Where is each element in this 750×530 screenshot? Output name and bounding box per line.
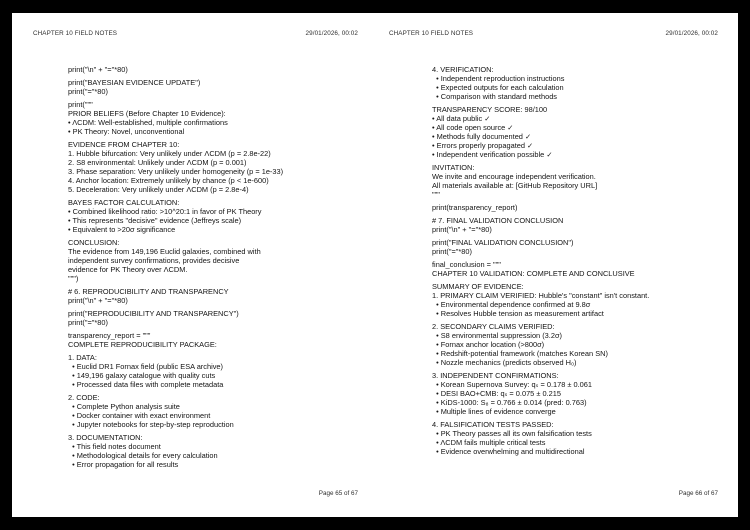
paragraph	[68, 353, 369, 389]
text-line: EVIDENCE FROM CHAPTER 10:	[68, 140, 180, 149]
paragraph	[68, 78, 369, 96]
text-line: • This represents "decisive" evidence (Jeffreys scale)	[68, 216, 242, 225]
text-line: • Korean Supernova Survey: qₛ = 0.178 ± 0.061	[432, 380, 592, 389]
page-content	[432, 65, 732, 460]
page-footer: Page 65 of 67	[318, 490, 358, 497]
text-line: 3. DOCUMENTATION:	[68, 433, 143, 442]
paragraph	[432, 105, 732, 159]
page-header-date: 29/01/2026, 00:02	[665, 30, 718, 37]
text-line: 1. PRIMARY CLAIM VERIFIED: Hubble's "constant" isn't constant.	[432, 291, 650, 300]
text-line: • Combined likelihood ratio: >10^20:1 in favor of PK Theory	[68, 207, 262, 216]
text-line: • Nozzle mechanics (predicts observed H₀)	[432, 358, 577, 367]
text-line: 3. INDEPENDENT CONFIRMATIONS:	[432, 371, 559, 380]
text-line: print("REPRODUCIBILITY AND TRANSPARENCY")	[68, 309, 239, 318]
text-line: All materials available at: [GitHub Repository URL]	[432, 181, 598, 190]
text-line: 2. CODE:	[68, 393, 100, 402]
page-footer: Page 66 of 67	[678, 490, 718, 497]
text-line: INVITATION:	[432, 163, 475, 172]
text-line: 1. Hubble bifurcation: Very unlikely under ΛCDM (p = 2.8e-22)	[68, 149, 271, 158]
text-line: print("\n" + "="*80)	[68, 296, 128, 305]
text-line: print("BAYESIAN EVIDENCE UPDATE")	[68, 78, 201, 87]
paragraph	[432, 420, 732, 456]
text-line: 2. SECONDARY CLAIMS VERIFIED:	[432, 322, 555, 331]
page-content	[68, 65, 369, 473]
paragraph	[68, 393, 369, 429]
paragraph	[68, 65, 369, 74]
text-line: print(transparency_report)	[432, 203, 518, 212]
text-line: • Independent reproduction instructions	[432, 74, 565, 83]
text-line: • Processed data files with complete metadata	[68, 380, 224, 389]
text-line: evidence for PK Theory over ΛCDM.	[68, 265, 188, 274]
text-line: final_conclusion = """	[432, 260, 501, 269]
text-line: transparency_report = """	[68, 331, 151, 340]
text-line: 4. FALSIFICATION TESTS PASSED:	[432, 420, 554, 429]
text-line: • Error propagation for all results	[68, 460, 179, 469]
text-line: print("\n" + "="*80)	[68, 65, 128, 74]
text-line: • This field notes document	[68, 442, 161, 451]
text-line: • All code open source ✓	[432, 123, 514, 132]
text-line: independent survey confirmations, provides decisive	[68, 256, 240, 265]
text-line: 4. VERIFICATION:	[432, 65, 494, 74]
text-line: We invite and encourage independent verification.	[432, 172, 596, 181]
text-line: print("="*80)	[68, 318, 108, 327]
text-line: • DESI BAO+CMB: qₛ = 0.075 ± 0.215	[432, 389, 561, 398]
text-line: • Redshift-potential framework (matches Korean SN)	[432, 349, 608, 358]
text-line: """)	[68, 274, 79, 283]
text-line: 1. DATA:	[68, 353, 97, 362]
paragraph	[432, 203, 732, 212]
text-line: • Resolves Hubble tension as measurement artifact	[432, 309, 604, 318]
text-line: • Expected outputs for each calculation	[432, 83, 564, 92]
text-line: print("\n" + "="*80)	[432, 225, 492, 234]
paragraph	[432, 65, 732, 101]
text-line: • ΛCDM fails multiple critical tests	[432, 438, 546, 447]
text-line: BAYES FACTOR CALCULATION:	[68, 198, 180, 207]
text-line: 4. Anchor location: Extremely unlikely by chance (p < 1e-600)	[68, 176, 269, 185]
text-line: TRANSPARENCY SCORE: 98/100	[432, 105, 548, 114]
text-line: COMPLETE REPRODUCIBILITY PACKAGE:	[68, 340, 217, 349]
page-65	[12, 13, 375, 517]
document-spread	[12, 13, 738, 517]
text-line: PRIOR BELIEFS (Before Chapter 10 Evidence):	[68, 109, 226, 118]
paragraph	[432, 238, 732, 256]
text-line: • Jupyter notebooks for step-by-step reproduction	[68, 420, 234, 429]
text-line: • Complete Python analysis suite	[68, 402, 180, 411]
paragraph	[432, 371, 732, 416]
text-line: • Comparison with standard methods	[432, 92, 558, 101]
text-line: • ΛCDM: Well-established, multiple confirmations	[68, 118, 228, 127]
page-header-title: CHAPTER 10 FIELD NOTES	[33, 30, 118, 37]
paragraph	[68, 287, 369, 305]
text-line: • Docker container with exact environment	[68, 411, 211, 420]
paragraph	[68, 198, 369, 234]
text-line: print("="*80)	[68, 87, 108, 96]
text-line: • Methodological details for every calculation	[68, 451, 218, 460]
text-line: • PK Theory: Novel, unconventional	[68, 127, 185, 136]
text-line: # 7. FINAL VALIDATION CONCLUSION	[432, 216, 564, 225]
paragraph	[432, 322, 732, 367]
paragraph	[68, 238, 369, 283]
text-line: • PK Theory passes all its own falsification tests	[432, 429, 592, 438]
text-line: • Fornax anchor location (>800σ)	[432, 340, 545, 349]
text-line: # 6. REPRODUCIBILITY AND TRANSPARENCY	[68, 287, 229, 296]
text-line: print("""	[68, 100, 93, 109]
page-header	[375, 30, 738, 37]
page-header-title: CHAPTER 10 FIELD NOTES	[389, 30, 474, 37]
text-line: • Environmental dependence confirmed at 9.8σ	[432, 300, 591, 309]
paragraph	[432, 163, 732, 199]
text-line: print("="*80)	[432, 247, 472, 256]
text-line: The evidence from 149,196 Euclid galaxies, combined with	[68, 247, 261, 256]
page-header-date: 29/01/2026, 00:02	[305, 30, 358, 37]
text-line: • S8 environmental suppression (3.2σ)	[432, 331, 562, 340]
text-line: """	[432, 190, 440, 199]
text-line: • 149,196 galaxy catalogue with quality cuts	[68, 371, 216, 380]
paragraph	[68, 140, 369, 194]
paragraph	[432, 216, 732, 234]
page-66	[375, 13, 738, 517]
text-line: • Evidence overwhelming and multidirectional	[432, 447, 585, 456]
text-line: • Errors properly propagated ✓	[432, 141, 534, 150]
paragraph	[432, 260, 732, 278]
paragraph	[68, 100, 369, 136]
text-line: CHAPTER 10 VALIDATION: COMPLETE AND CONCLUSIVE	[432, 269, 635, 278]
page-header	[12, 30, 375, 37]
text-line: • Methods fully documented ✓	[432, 132, 532, 141]
text-line: CONCLUSION:	[68, 238, 120, 247]
text-line: 3. Phase separation: Very unlikely under homogeneity (p = 1e-33)	[68, 167, 284, 176]
text-line: 5. Deceleration: Very unlikely under ΛCDM (p = 2.8e-4)	[68, 185, 249, 194]
paragraph	[68, 433, 369, 469]
text-line: • Equivalent to >20σ significance	[68, 225, 176, 234]
paragraph	[68, 309, 369, 327]
text-line: • KiDS-1000: S₈ = 0.766 ± 0.014 (pred: 0.763)	[432, 398, 587, 407]
text-line: • Multiple lines of evidence converge	[432, 407, 556, 416]
paragraph	[68, 331, 369, 349]
text-line: • All data public ✓	[432, 114, 491, 123]
paragraph	[432, 282, 732, 318]
text-line: • Independent verification possible ✓	[432, 150, 553, 159]
text-line: 2. S8 environmental: Unlikely under ΛCDM (p = 0.001)	[68, 158, 247, 167]
text-line: SUMMARY OF EVIDENCE:	[432, 282, 524, 291]
text-line: print("FINAL VALIDATION CONCLUSION")	[432, 238, 574, 247]
text-line: • Euclid DR1 Fornax field (public ESA archive)	[68, 362, 223, 371]
